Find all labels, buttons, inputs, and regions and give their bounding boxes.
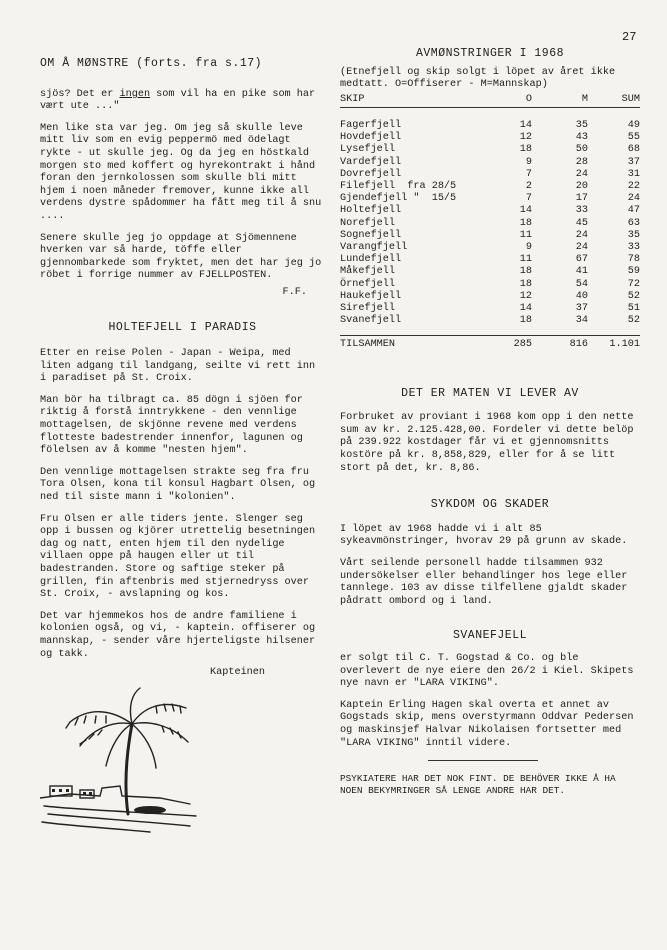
table-row xyxy=(340,193,640,205)
table-row xyxy=(340,291,640,303)
divider xyxy=(428,760,538,761)
paragraph: Den vennlige mottagelsen strakte seg fra fru Tora Olsen, kona til konsul Hagbart Olsen, og ned til siste mann i "kolonien". xyxy=(40,466,316,504)
cell-m: 67 xyxy=(575,254,588,266)
cell-sum: 78 xyxy=(627,254,640,266)
cell-o: 2 xyxy=(525,181,532,192)
left-column xyxy=(40,58,325,680)
paragraph: Vårt seilende personell hadde tilsammen 932 undersökelser eller behandlinger hos lege eller tannlege. 103 av disse tilfellene gjaldt skader pådratt ombord og i land. xyxy=(340,557,628,607)
cell-sum: 52 xyxy=(627,315,640,327)
header-sum: SUM xyxy=(588,94,640,108)
paragraph: Det var hjemmekos hos de andre familiene i kolonien også, og vi, - kaptein. offiserer og mannskap, - sender våre hjerteligste hilsener og takk. xyxy=(40,610,316,660)
cell-o: 11 xyxy=(519,229,532,241)
cell-sum: 49 xyxy=(627,119,640,131)
paragraph: Men like sta var jeg. Om jeg så skulle leve mitt liv som en evig peppermö med ödelagt rykte - ut skulle jeg. Og da jeg en höstkald morgen sto med koffert og hyrekontrakt i hånd foran den jernkolossen som skulle bli mitt hjem i noen måneder fremover, kunne ikke all verdens dystre spådommer ha fått meg til å snu .... xyxy=(40,122,322,222)
table-row xyxy=(340,120,640,132)
paragraph: Fru Olsen er alle tiders jente. Slenger seg opp i bussen og kjörer utrettelig besetningen dag og natt, enten hjem til den nydelige villaen oppe på haugen eller ut til badestranden. Store og saftige steker på grillen, fin aftenbris med stjernedryss over St. Croix, - avslapning og kos. xyxy=(40,513,316,601)
cell-o: 12 xyxy=(519,290,532,302)
cell-m: 20 xyxy=(575,181,588,192)
table-row xyxy=(340,132,640,144)
cell-o: 9 xyxy=(525,242,532,254)
cell-ship: Sognefjell xyxy=(340,229,402,241)
cell-m: 40 xyxy=(575,290,588,302)
cell-sum: 63 xyxy=(627,217,640,229)
closing-note: PSYKIATERE HAR DET NOK FINT. DE BEHÖVER IKKE Å HA NOEN BEKYMRINGER SÅ LENGE ANDRE HAR DET. xyxy=(340,773,616,797)
table-row xyxy=(340,169,640,181)
header-skip: SKIP xyxy=(340,94,490,108)
section-title-svanefjell: SVANEFJELL xyxy=(452,629,527,643)
cell-ship: Varangfjell xyxy=(340,242,408,254)
cell-sum: 22 xyxy=(627,181,640,192)
cell-o: 12 xyxy=(519,132,532,144)
table-row xyxy=(340,144,640,156)
cell-ship: Svanefjell xyxy=(340,315,402,327)
cell-sum: 68 xyxy=(627,144,640,156)
cell-ship: Sirefjell xyxy=(340,303,396,315)
article-title-holtefjell: HOLTEFJELL I PARADIS xyxy=(108,320,257,334)
cell-sum: 59 xyxy=(627,266,640,278)
cell-o: 18 xyxy=(519,217,532,229)
cell-o: 14 xyxy=(519,119,532,131)
cell-ship: Lundefjell xyxy=(340,254,402,266)
paragraph: Forbruket av proviant i 1968 kom opp i den nette sum av kr. 2.125.428,00. Fordeler vi dette belöp på 239.922 kostdager får vi et gjennomsnitts kostöre på kr. 8,858,829, eller for å se litt stort på det, kr. 8,86. xyxy=(340,412,634,474)
cell-sum: 33 xyxy=(627,242,640,254)
cell-sum: 31 xyxy=(627,168,640,180)
table-header-row xyxy=(340,94,640,108)
cell-m: 33 xyxy=(575,205,588,217)
palm-tree-illustration xyxy=(40,686,200,836)
cell-m: 45 xyxy=(575,217,588,229)
cell-ship: Lysefjell xyxy=(340,144,396,156)
cell-m: 34 xyxy=(575,315,588,327)
cell-o: 18 xyxy=(519,144,532,156)
table-total-row xyxy=(340,336,640,352)
paragraph: Kaptein Erling Hagen skal overta et annet av Gogstads skip, mens overstyrmann Oddvar Pedersen og maskinsjef Halvar Nikolaisen fortsetter med "LARA VIKING" inntil videre. xyxy=(340,699,634,749)
signature-kapteinen: Kapteinen xyxy=(210,667,266,679)
table-row xyxy=(340,315,640,327)
signature-ff: F.F. xyxy=(282,286,307,298)
underlined-word: ingen xyxy=(119,88,151,100)
table-row xyxy=(340,205,640,217)
table-row xyxy=(340,230,640,242)
cell-sum: 52 xyxy=(627,290,640,302)
table-row xyxy=(340,303,640,315)
paragraph: Senere skulle jeg jo oppdage at Sjömennene hverken var så harde, töffe eller gjennombarkede som fryktet, men det har jeg jo röbet i forrige nummer av FJELLPOSTEN. xyxy=(40,232,322,282)
article-title-om-a-monstre: OM Å MØNSTRE (forts. fra s.17) xyxy=(40,57,263,70)
cell-m: 24 xyxy=(575,242,588,254)
table-row xyxy=(340,157,640,169)
cell-m: 28 xyxy=(575,156,588,168)
cell-m: 43 xyxy=(575,132,588,144)
cell-sum: 37 xyxy=(627,156,640,168)
cell-m: 37 xyxy=(575,303,588,315)
paragraph: er solgt til C. T. Gogstad & Co. og ble overlevert de nye eiere den 26/2 i Kiel. Skipets nye navn er "LARA VIKING". xyxy=(340,652,634,690)
cell-m: 50 xyxy=(575,144,588,156)
cell-m: 24 xyxy=(575,168,588,180)
cell-ship: Filefjell fra 28/5 xyxy=(340,181,457,192)
table-title: AVMØNSTRINGER I 1968 xyxy=(415,47,565,60)
cell-o: 7 xyxy=(525,193,532,205)
cell-m: 54 xyxy=(575,278,588,290)
cell-o: 11 xyxy=(519,254,532,266)
avmonstringer-table xyxy=(340,94,640,352)
cell-m: 24 xyxy=(575,229,588,241)
table-row xyxy=(340,279,640,291)
cell-o: 14 xyxy=(519,205,532,217)
header-m: M xyxy=(532,94,588,108)
cell-ship: Vardefjell xyxy=(340,156,402,168)
table-subtitle: (Etnefjell og skip solgt i löpet av året ikke medtatt. O=Offiserer - M=Mannskap) xyxy=(340,66,616,91)
cell-ship: Haukefjell xyxy=(340,290,402,302)
cell-ship: Dovrefjell xyxy=(340,168,402,180)
cell-o: 14 xyxy=(519,303,532,315)
cell-m: 35 xyxy=(575,119,588,131)
cell-ship: Hovdefjell xyxy=(340,132,402,144)
page-number: 27 xyxy=(622,30,637,44)
cell-sum: 35 xyxy=(627,229,640,241)
right-column xyxy=(340,48,640,797)
cell-ship: Fagerfjell xyxy=(340,119,402,131)
total-m: 816 xyxy=(532,336,588,352)
table-row xyxy=(340,218,640,230)
cell-sum: 47 xyxy=(627,205,640,217)
cell-ship: Örnefjell xyxy=(340,278,396,290)
cell-o: 18 xyxy=(519,266,532,278)
section-title-maten: DET ER MATEN VI LEVER AV xyxy=(401,386,579,400)
total-sum: 1.101 xyxy=(588,336,640,352)
cell-sum: 55 xyxy=(627,132,640,144)
paragraph xyxy=(40,89,325,114)
section-title-sykdom: SYKDOM OG SKADER xyxy=(430,498,550,512)
table-row xyxy=(340,242,640,254)
table-row xyxy=(340,254,640,266)
table-row xyxy=(340,266,640,278)
cell-ship: Norefjell xyxy=(340,217,396,229)
cell-sum: 72 xyxy=(627,278,640,290)
cell-m: 17 xyxy=(575,193,588,205)
header-o: O xyxy=(490,94,532,108)
total-o: 285 xyxy=(490,336,532,352)
paragraph: Man bör ha tilbragt ca. 85 dögn i sjöen for riktig å forstå inntrykkene - den vennlige mottagelsen, de skjönne revene med verdens flotteste badestrender innenfor, lagunen og fölelsen av å komme "nesten hjem". xyxy=(40,394,303,457)
cell-o: 9 xyxy=(525,156,532,168)
text-span: sjös? Det er xyxy=(40,88,120,100)
total-label: TILSAMMEN xyxy=(340,336,490,352)
paragraph: Etter en reise Polen - Japan - Weipa, med liten adgang til landgang, seilte vi rett inn i paradiset på St. Croix. xyxy=(40,348,316,385)
cell-ship: Gjendefjell " 15/5 xyxy=(340,193,457,205)
cell-sum: 51 xyxy=(627,303,640,315)
cell-ship: Holtefjell xyxy=(340,205,402,217)
paragraph: I löpet av 1968 hadde vi i alt 85 sykeavmönstringer, hvorav 29 på grunn av skade. xyxy=(340,523,628,548)
text-span: som vil ha en pike som har vært ute ..." xyxy=(40,88,316,113)
cell-m: 41 xyxy=(575,266,588,278)
table-row xyxy=(340,181,640,193)
cell-ship: Måkefjell xyxy=(340,266,396,278)
cell-sum: 24 xyxy=(627,193,640,205)
cell-o: 18 xyxy=(519,278,532,290)
cell-o: 18 xyxy=(519,315,532,327)
cell-o: 7 xyxy=(525,168,532,180)
